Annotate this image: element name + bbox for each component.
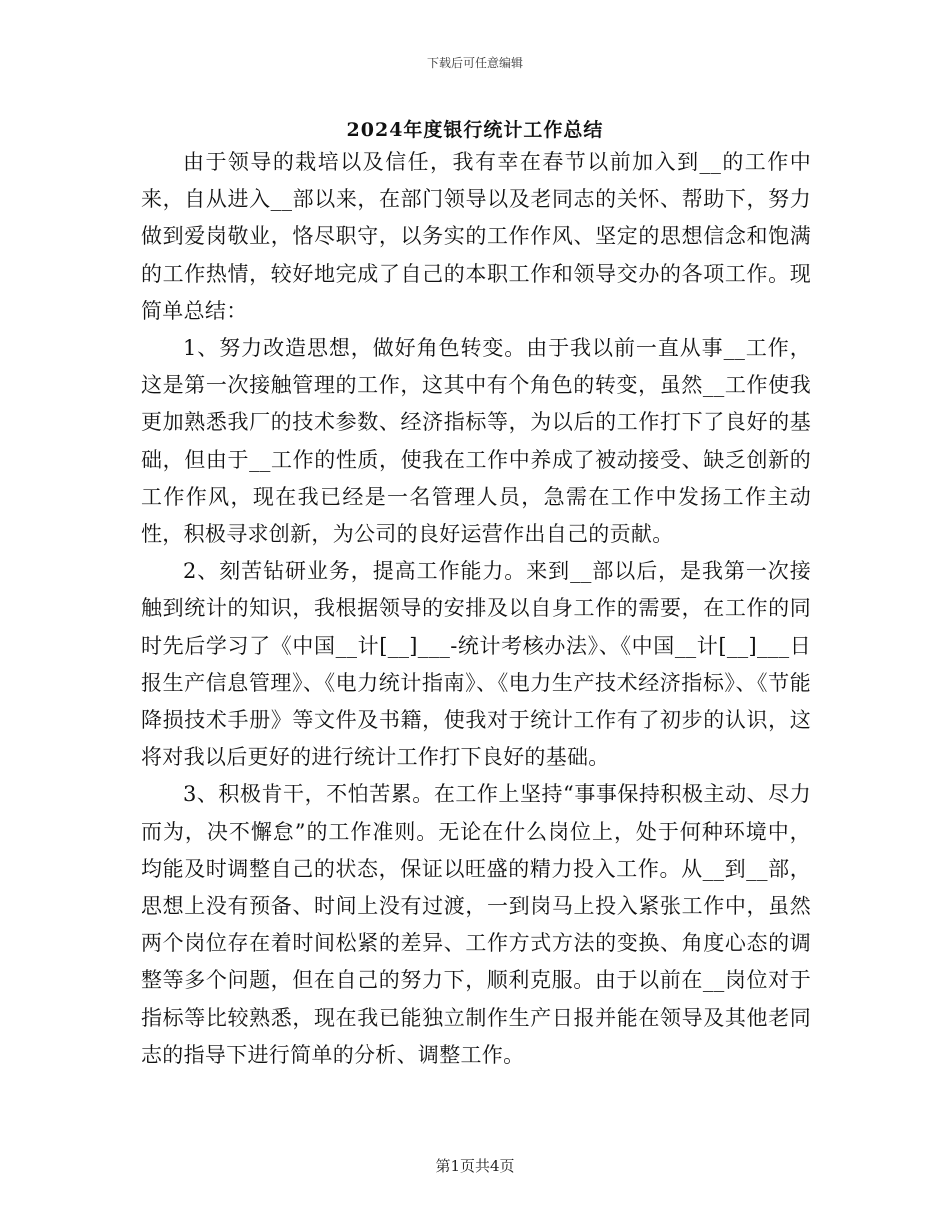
document-title: 2024年度银行统计工作总结: [346, 119, 604, 141]
paragraph-1: 1、努力改造思想，做好角色转变。由于我以前一直从事__工作，这是第一次接触管理的工作，这其中有个角色的转变，虽然__工作使我更加熟悉我厂的技术参数、经济指标等，为以后的工作打下了良好的基础，但由于__工作的性质，使我在工作中养成了被动接受、缺乏创新的工作作风，现在我已经是一名管理人员，急需在工作中发扬工作主动性，积极寻求创新，为公司的良好运营作出自己的贡献。: [141, 336, 811, 547]
paragraph-2: 2、刻苦钻研业务，提高工作能力。来到__部以后，是我第一次接触到统计的知识，我根据领导的安排及以自身工作的需要，在工作的同时先后学习了《中国__计[__]___-统计考核办法》、《中国__计[__]___日报生产信息管理》、《电力统计指南》、《电力生产技术经济指标》、《节能降损技术手册》等文件及书籍，使我对于统计工作有了初步的认识，这将对我以后更好的进行统计工作打下良好的基础。: [141, 559, 811, 770]
paragraph-intro: 由于领导的栽培以及信任，我有幸在春节以前加入到__的工作中来，自从进入__部以来，在部门领导以及老同志的关怀、帮助下，努力做到爱岗敬业，恪尽职守，以务实的工作作风、坚定的思想信念和饱满的工作热情，较好地完成了自己的本职工作和领导交办的各项工作。现简单总结：: [141, 150, 811, 323]
document-body: [141, 144, 811, 1074]
page-indicator: 第1页共4页: [435, 1157, 515, 1175]
paragraph-3: 3、积极肯干，不怕苦累。在工作上坚持“事事保持积极主动、尽力而为，决不懈怠”的工作准则。无论在什么岗位上，处于何种环境中，均能及时调整自己的状态，保证以旺盛的精力投入工作。从__到__部，思想上没有预备、时间上没有过渡，一到岗马上投入紧张工作中，虽然两个岗位存在着时间松紧的差异、工作方式方法的变换、角度心态的调整等多个问题，但在自己的努力下，顺利克服。由于以前在__岗位对于指标等比较熟悉，现在我已能独立制作生产日报并能在领导及其他老同志的指导下进行简单的分析、调整工作。: [141, 782, 811, 1067]
header-note: 下载后可任意编辑: [426, 56, 523, 70]
